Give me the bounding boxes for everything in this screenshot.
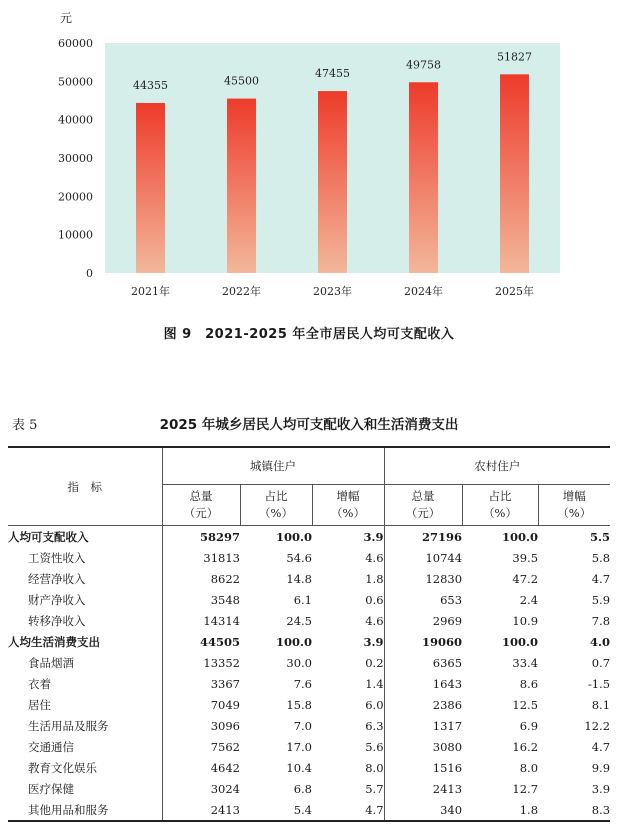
table-cell: 100.0 — [275, 634, 312, 649]
row-indicator: 教育文化娱乐 — [28, 760, 97, 775]
x-tick-label: 2022年 — [222, 285, 261, 298]
y-axis-unit-label: 元 — [59, 11, 73, 25]
table-label: 表 5 — [12, 418, 38, 433]
table-cell: 7.6 — [293, 676, 312, 691]
rural-share-header — [462, 485, 538, 526]
row-indicator: 财产净收入 — [28, 592, 86, 607]
table-cell: 5.4 — [240, 799, 312, 821]
table-cell: 5.5 — [590, 529, 611, 544]
table-cell: 6.0 — [365, 697, 384, 712]
table-row — [8, 757, 610, 778]
table-cell: 54.6 — [286, 550, 312, 565]
bar-2024年 — [409, 82, 438, 273]
table-cell: 4642 — [162, 757, 240, 778]
table-cell: 3548 — [162, 589, 240, 610]
table-row — [8, 610, 610, 631]
table-cell: 6.8 — [293, 781, 312, 796]
x-tick-label: 2025年 — [495, 285, 534, 298]
table-cell: 12830 — [384, 568, 462, 589]
table-cell: 44505 — [162, 631, 240, 652]
x-tick-label: 2021年 — [131, 285, 170, 298]
header-unit: （%） — [259, 506, 293, 520]
header-label: 增幅 — [336, 489, 360, 503]
y-tick-label: 60000 — [58, 37, 93, 50]
table-cell: 58297 — [162, 526, 240, 548]
row-indicator: 转移净收入 — [28, 613, 86, 628]
table-cell: 9.9 — [591, 760, 611, 775]
header-unit: （%） — [557, 506, 592, 520]
table-cell: 14.8 — [286, 571, 312, 586]
bar-value-label: 44355 — [133, 78, 168, 92]
bar-value-label: 49758 — [406, 58, 441, 72]
table-row — [8, 694, 610, 715]
bar-2021年 — [136, 103, 165, 273]
table-cell: 30.0 — [286, 655, 312, 670]
urban-group-header: 城镇住户 — [162, 447, 384, 485]
income-bar-chart — [0, 0, 618, 310]
table-cell: 7.0 — [293, 718, 312, 733]
y-tick-label: 0 — [86, 267, 93, 280]
table-cell: 0.6 — [365, 592, 384, 607]
table-cell: 7049 — [162, 694, 240, 715]
table-cell: 6365 — [384, 652, 462, 673]
x-tick-label: 2023年 — [313, 285, 352, 298]
table-cell: 2.4 — [519, 592, 539, 607]
table-cell: 653 — [384, 589, 462, 610]
table-cell: 2969 — [384, 610, 462, 631]
table-row — [8, 652, 610, 673]
table-cell: 4.0 — [590, 634, 611, 649]
y-tick-label: 40000 — [58, 113, 93, 127]
row-indicator: 医疗保健 — [28, 781, 74, 796]
row-indicator: 交通通信 — [28, 739, 74, 754]
x-tick-label: 2024年 — [404, 285, 443, 298]
table-cell: 10744 — [384, 547, 462, 568]
table-cell: 3.9 — [363, 634, 384, 649]
table-cell: 4.6 — [365, 550, 384, 565]
row-indicator: 衣着 — [28, 676, 51, 691]
row-indicator: 其他用品和服务 — [8, 799, 162, 821]
table-cell: 8.1 — [591, 697, 611, 712]
header-unit: （元） — [405, 506, 441, 520]
row-indicator: 经营净收入 — [28, 571, 86, 586]
table-cell: 33.4 — [512, 655, 539, 670]
chart-caption: 图 9 2021-2025 年全市居民人均可支配收入 — [163, 327, 455, 342]
row-indicator: 食品烟酒 — [28, 655, 74, 670]
table-row — [8, 631, 610, 652]
table-cell: 7562 — [162, 736, 240, 757]
row-indicator: 工资性收入 — [28, 550, 86, 565]
table-cell: 12.5 — [512, 697, 539, 712]
table-cell: 3.9 — [591, 781, 611, 796]
bar-2023年 — [318, 91, 347, 273]
rural-growth-header — [538, 485, 610, 526]
table-cell: 2413 — [162, 799, 240, 821]
table-cell: 100.0 — [275, 529, 312, 544]
table-cell: 12.7 — [512, 781, 539, 796]
table-row — [8, 673, 610, 694]
table-cell: 0.2 — [365, 655, 384, 670]
urban-share-header — [240, 485, 312, 526]
header-label: 占比 — [488, 489, 512, 503]
y-tick-label: 30000 — [58, 152, 93, 165]
table-cell: 2386 — [384, 694, 462, 715]
table-cell: 4.6 — [365, 613, 384, 628]
table-cell: 1.8 — [462, 799, 538, 821]
table-cell: 1317 — [384, 715, 462, 736]
table-cell: 47.2 — [512, 571, 539, 586]
table-cell: 10.9 — [512, 613, 539, 628]
header-unit: （%） — [483, 506, 517, 520]
table-cell: 1643 — [384, 673, 462, 694]
income-expenditure-table — [8, 446, 610, 822]
table-cell: 8622 — [162, 568, 240, 589]
bar-value-label: 45500 — [224, 74, 259, 88]
table-cell: 3367 — [162, 673, 240, 694]
table-cell: 12.2 — [584, 718, 611, 733]
table-cell: 4.7 — [312, 799, 384, 821]
table-cell: 8.0 — [519, 760, 539, 775]
table-cell: 6.1 — [293, 592, 312, 607]
table-row — [8, 715, 610, 736]
table-cell: 1.4 — [365, 676, 384, 691]
bar-value-label: 51827 — [497, 50, 532, 64]
table-row — [8, 778, 610, 799]
table-cell: 5.8 — [591, 550, 611, 565]
rural-group-header: 农村住户 — [384, 447, 610, 485]
y-tick-label: 50000 — [58, 75, 93, 89]
table-cell: 3024 — [162, 778, 240, 799]
table-cell: 16.2 — [512, 739, 539, 754]
table-cell: 5.7 — [365, 781, 384, 796]
table-cell: 2413 — [384, 778, 462, 799]
rural-total-header — [384, 485, 462, 526]
table-row — [8, 589, 610, 610]
table-cell: 100.0 — [502, 634, 539, 649]
table-cell: -1.5 — [587, 676, 611, 691]
table-row — [8, 736, 610, 757]
bar-2022年 — [227, 99, 256, 273]
row-indicator: 人均生活消费支出 — [8, 634, 100, 649]
table-cell: 0.7 — [591, 655, 611, 670]
table-cell: 4.7 — [591, 571, 611, 586]
table-cell: 7.8 — [591, 613, 611, 628]
table-cell: 8.0 — [365, 760, 384, 775]
bar-2025年 — [500, 74, 529, 273]
table-cell: 6.3 — [365, 718, 384, 733]
bar-value-label: 47455 — [315, 67, 350, 81]
indicator-header: 指 标 — [8, 447, 162, 526]
table-cell: 15.8 — [286, 697, 312, 712]
row-indicator: 生活用品及服务 — [28, 718, 109, 733]
table-cell: 8.6 — [519, 676, 539, 691]
table-cell: 6.9 — [519, 718, 539, 733]
urban-growth-header — [312, 485, 384, 526]
table-cell: 3080 — [384, 736, 462, 757]
table-cell: 14314 — [162, 610, 240, 631]
y-tick-label: 20000 — [58, 190, 93, 204]
table-cell: 1.8 — [365, 571, 384, 586]
table-cell: 5.6 — [365, 739, 384, 754]
table-row — [8, 799, 610, 821]
header-label: 增幅 — [562, 489, 586, 503]
table-cell: 10.4 — [286, 760, 312, 775]
table-cell: 13352 — [162, 652, 240, 673]
table-cell: 8.3 — [538, 799, 610, 821]
row-indicator: 人均可支配收入 — [8, 529, 89, 544]
header-label: 总量 — [189, 489, 213, 503]
row-indicator: 居住 — [28, 697, 51, 712]
table-cell: 27196 — [384, 526, 462, 548]
table-row — [8, 568, 610, 589]
table-cell: 19060 — [384, 631, 462, 652]
y-tick-label: 10000 — [58, 228, 93, 242]
table-row — [8, 547, 610, 568]
header-unit: （%） — [331, 506, 365, 520]
header-unit: （元） — [183, 506, 219, 520]
table-cell: 100.0 — [502, 529, 539, 544]
urban-total-header — [162, 485, 240, 526]
header-label: 总量 — [411, 489, 435, 503]
table-cell: 1516 — [384, 757, 462, 778]
table-title: 2025 年城乡居民人均可支配收入和生活消费支出 — [159, 417, 459, 433]
table-cell: 31813 — [162, 547, 240, 568]
table-cell: 24.5 — [286, 613, 312, 628]
table-cell: 4.7 — [591, 739, 611, 754]
table-cell: 3.9 — [363, 529, 384, 544]
table-cell: 340 — [384, 799, 462, 821]
table-cell: 39.5 — [512, 550, 539, 565]
table-cell: 17.0 — [286, 739, 312, 754]
table-cell: 5.9 — [591, 592, 611, 607]
header-label: 占比 — [264, 489, 288, 503]
table-row — [8, 526, 610, 548]
table-cell: 3096 — [162, 715, 240, 736]
